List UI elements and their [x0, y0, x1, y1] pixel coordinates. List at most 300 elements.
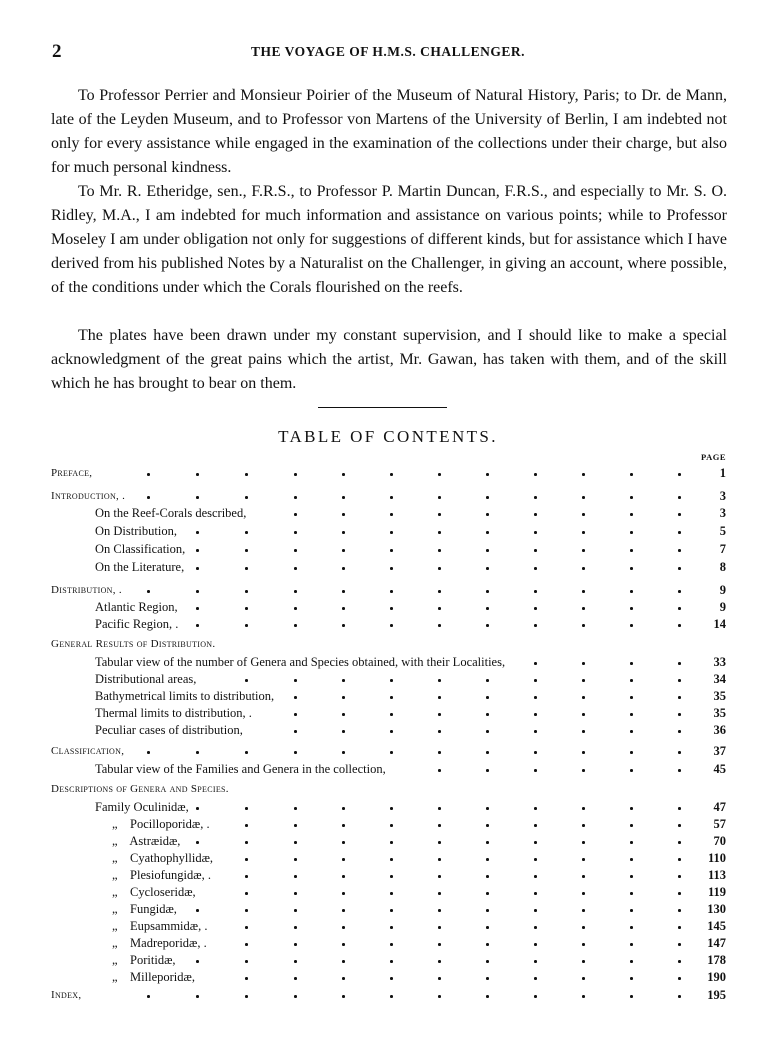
leader-dot	[342, 824, 345, 827]
leader-dot	[534, 513, 537, 516]
toc-entry-page: 130	[707, 902, 726, 916]
toc-entry-text: Atlantic Region,	[95, 600, 178, 614]
leader-dot	[390, 943, 393, 946]
toc-entry-text: Classification,	[51, 745, 125, 757]
leader-dot	[342, 751, 345, 754]
toc-entry-atlantic-region	[0, 598, 776, 616]
leader-dot	[438, 858, 441, 861]
toc-entry-text: Preface,	[51, 467, 93, 479]
leader-dot	[582, 995, 585, 998]
leader-dot	[245, 943, 248, 946]
leader-dot	[342, 892, 345, 895]
leader-dot	[390, 590, 393, 593]
leader-dot	[678, 473, 681, 476]
toc-leader-dots	[0, 883, 776, 901]
leader-dot	[342, 531, 345, 534]
toc-entry-page: 3	[719, 489, 726, 503]
toc-entry-text: Descriptions of Genera and Species.	[51, 783, 229, 795]
leader-dot	[294, 513, 297, 516]
leader-dot	[342, 473, 345, 476]
leader-dot	[147, 995, 150, 998]
paragraph-acknowledgment-paris: To Professor Perrier and Monsieur Poirier of the Museum of Natural History, Paris; to Dr. de Mann, late of the Leyden Museum, and to Professor von Martens of the University of Berlin, I am indebted not only for every assistance while engaged in the examination of the collections under their charge, but also for much personal kindness.	[51, 87, 727, 176]
leader-dot	[147, 590, 150, 593]
leader-dot	[438, 624, 441, 627]
leader-dot	[486, 875, 489, 878]
toc-entry-cyathophyllidae	[0, 849, 776, 867]
leader-dot	[486, 892, 489, 895]
leader-dot	[630, 607, 633, 610]
leader-dot	[196, 567, 199, 570]
leader-dot	[678, 730, 681, 733]
toc-entry-text: Tabular view of the number of Genera and Species obtained, with their Localities,	[95, 655, 506, 669]
leader-dot	[390, 824, 393, 827]
leader-dot	[342, 995, 345, 998]
toc-entry-text: „ Poritidæ,	[112, 953, 176, 967]
toc-entry-fungidae	[0, 900, 776, 918]
leader-dot	[534, 875, 537, 878]
toc-entry-text: Index,	[51, 989, 82, 1001]
section-rule	[318, 407, 447, 408]
toc-leader-dots	[0, 653, 776, 671]
toc-entry-text: General Results of Distribution.	[51, 638, 216, 650]
leader-dot	[196, 590, 199, 593]
toc-entry-page: 34	[713, 672, 726, 686]
leader-dot	[438, 977, 441, 980]
leader-dot	[438, 549, 441, 552]
leader-dot	[438, 943, 441, 946]
leader-dot	[342, 713, 345, 716]
leader-dot	[534, 926, 537, 929]
leader-dot	[582, 892, 585, 895]
toc-heading-descriptions	[0, 780, 776, 798]
leader-dot	[534, 590, 537, 593]
leader-dot	[294, 590, 297, 593]
leader-dot	[294, 807, 297, 810]
toc-entry-page: 57	[713, 817, 726, 831]
leader-dot	[534, 496, 537, 499]
leader-dot	[342, 567, 345, 570]
leader-dot	[342, 909, 345, 912]
leader-dot	[438, 679, 441, 682]
toc-page-label: PAGE	[701, 452, 726, 462]
leader-dot	[678, 662, 681, 665]
leader-dot	[582, 496, 585, 499]
leader-dot	[678, 713, 681, 716]
leader-dot	[630, 943, 633, 946]
leader-dot	[294, 943, 297, 946]
leader-dot	[534, 730, 537, 733]
leader-dot	[294, 549, 297, 552]
leader-dot	[390, 513, 393, 516]
leader-dot	[438, 730, 441, 733]
leader-dot	[390, 713, 393, 716]
leader-dot	[390, 892, 393, 895]
toc-entry-page: 9	[719, 600, 726, 614]
toc-entry-page: 5	[719, 524, 726, 538]
leader-dot	[630, 730, 633, 733]
leader-dot	[678, 875, 681, 878]
leader-dot	[196, 624, 199, 627]
leader-dot	[486, 807, 489, 810]
leader-dot	[390, 995, 393, 998]
leader-dot	[438, 496, 441, 499]
leader-dot	[486, 624, 489, 627]
leader-dot	[438, 807, 441, 810]
leader-dot	[630, 713, 633, 716]
leader-dot	[678, 624, 681, 627]
toc-entry-text: Peculiar cases of distribution,	[95, 723, 243, 737]
leader-dot	[245, 607, 248, 610]
toc-entry-text: „ Cycloseridæ,	[112, 885, 196, 899]
leader-dot	[245, 960, 248, 963]
leader-dot	[245, 875, 248, 878]
toc-entry-pocilloporidae	[0, 815, 776, 833]
leader-dot	[582, 730, 585, 733]
toc-entry-madreporidae	[0, 934, 776, 952]
leader-dot	[342, 875, 345, 878]
toc-entry-text: On the Reef-Corals described,	[95, 506, 247, 520]
toc-entry-index	[0, 986, 776, 1004]
leader-dot	[534, 995, 537, 998]
leader-dot	[582, 751, 585, 754]
leader-dot	[245, 567, 248, 570]
leader-dot	[582, 943, 585, 946]
leader-dot	[390, 549, 393, 552]
leader-dot	[486, 841, 489, 844]
leader-dot	[678, 960, 681, 963]
leader-dot	[582, 960, 585, 963]
page-number: 2	[52, 41, 62, 62]
leader-dot	[534, 769, 537, 772]
toc-leader-dots	[0, 968, 776, 986]
leader-dot	[582, 858, 585, 861]
toc-entry-text: Family Oculinidæ,	[95, 800, 189, 814]
leader-dot	[294, 977, 297, 980]
leader-dot	[245, 977, 248, 980]
leader-dot	[678, 607, 681, 610]
leader-dot	[486, 769, 489, 772]
leader-dot	[486, 858, 489, 861]
leader-dot	[342, 607, 345, 610]
leader-dot	[534, 473, 537, 476]
leader-dot	[294, 496, 297, 499]
leader-dot	[438, 590, 441, 593]
leader-dot	[342, 943, 345, 946]
leader-dot	[390, 531, 393, 534]
leader-dot	[196, 807, 199, 810]
leader-dot	[390, 751, 393, 754]
leader-dot	[630, 960, 633, 963]
leader-dot	[534, 909, 537, 912]
leader-dot	[342, 926, 345, 929]
leader-dot	[390, 807, 393, 810]
toc-entry-text: „ Eupsammidæ, .	[112, 919, 208, 933]
leader-dot	[438, 841, 441, 844]
leader-dot	[147, 751, 150, 754]
leader-dot	[245, 807, 248, 810]
leader-dot	[147, 473, 150, 476]
leader-dot	[678, 858, 681, 861]
leader-dot	[294, 696, 297, 699]
leader-dot	[534, 624, 537, 627]
toc-entry-text: Bathymetrical limits to distribution,	[95, 689, 275, 703]
leader-dot	[438, 751, 441, 754]
leader-dot	[390, 730, 393, 733]
leader-dot	[582, 679, 585, 682]
toc-entry-preface	[0, 464, 776, 482]
leader-dot	[678, 909, 681, 912]
toc-entry-eupsammidae	[0, 917, 776, 935]
toc-entry-text: On Classification,	[95, 542, 186, 556]
leader-dot	[486, 496, 489, 499]
toc-entry-text: „ Plesiofungidæ, .	[112, 868, 211, 882]
leader-dot	[582, 567, 585, 570]
leader-dot	[582, 824, 585, 827]
leader-dot	[294, 926, 297, 929]
leader-dot	[294, 624, 297, 627]
leader-dot	[196, 751, 199, 754]
toc-entry-page: 33	[713, 655, 726, 669]
leader-dot	[534, 943, 537, 946]
toc-heading-general-results	[0, 635, 776, 653]
leader-dot	[678, 841, 681, 844]
toc-entry-distribution	[0, 581, 776, 599]
toc-entry-text: Introduction, .	[51, 490, 126, 502]
toc-entry-page: 145	[707, 919, 726, 933]
leader-dot	[245, 549, 248, 552]
leader-dot	[582, 875, 585, 878]
leader-dot	[582, 473, 585, 476]
leader-dot	[678, 513, 681, 516]
toc-leader-dots	[0, 934, 776, 952]
leader-dot	[486, 730, 489, 733]
leader-dot	[438, 995, 441, 998]
leader-dot	[294, 531, 297, 534]
toc-leader-dots	[0, 522, 776, 540]
toc-entry-text: On Distribution,	[95, 524, 177, 538]
toc-entry-page: 147	[707, 936, 726, 950]
toc-entry-poritidae	[0, 951, 776, 969]
toc-entry-text: „ Milleporidæ,	[112, 970, 195, 984]
leader-dot	[196, 909, 199, 912]
toc-entry-page: 35	[713, 689, 726, 703]
leader-dot	[294, 751, 297, 754]
toc-entry-page: 3	[719, 506, 726, 520]
leader-dot	[630, 473, 633, 476]
leader-dot	[245, 858, 248, 861]
toc-entry-on-distribution	[0, 522, 776, 540]
toc-leader-dots	[0, 721, 776, 739]
running-title: THE VOYAGE OF H.M.S. CHALLENGER.	[250, 44, 526, 59]
toc-entry-tabular-families-genera	[0, 760, 776, 778]
paragraph-acknowledgment-etheridge: To Mr. R. Etheridge, sen., F.R.S., to Professor P. Martin Duncan, F.R.S., and especially to Mr. S. O. Ridley, M.A., I am indebted for much information and assistance on various points; while to Professor Moseley I am under obligation not only for suggestions of different kinds, but for assistance which I have derived from his published Notes by a Naturalist on the Challenger, in giving an account, where possible, of the conditions under which the Corals flourished on the reefs.	[51, 183, 728, 296]
leader-dot	[196, 549, 199, 552]
leader-dot	[534, 858, 537, 861]
leader-dot	[486, 679, 489, 682]
leader-dot	[390, 926, 393, 929]
leader-dot	[390, 567, 393, 570]
toc-entry-bathymetrical-limits	[0, 687, 776, 705]
toc-entry-page: 9	[719, 583, 726, 597]
toc-entry-text: „ Astræidæ,	[112, 834, 181, 848]
toc-entry-thermal-limits	[0, 704, 776, 722]
toc-leader-dots	[0, 540, 776, 558]
leader-dot	[438, 769, 441, 772]
toc-leader-dots	[0, 742, 776, 760]
toc-entry-page: 8	[719, 560, 726, 574]
toc-leader-dots	[0, 951, 776, 969]
leader-dot	[582, 590, 585, 593]
leader-dot	[486, 696, 489, 699]
toc-entry-text: Tabular view of the Families and Genera in the collection,	[95, 762, 386, 776]
toc-leader-dots	[0, 670, 776, 688]
leader-dot	[342, 513, 345, 516]
leader-dot	[630, 549, 633, 552]
toc-leader-dots	[0, 487, 776, 505]
toc-leader-dots	[0, 598, 776, 616]
toc-entry-pacific-region	[0, 615, 776, 633]
toc-entry-introduction	[0, 487, 776, 505]
leader-dot	[438, 567, 441, 570]
toc-entry-on-literature	[0, 558, 776, 576]
toc-entry-text: „ Pocilloporidæ, .	[112, 817, 210, 831]
leader-dot	[630, 679, 633, 682]
leader-dot	[342, 679, 345, 682]
leader-dot	[196, 531, 199, 534]
toc-entry-oculinidae	[0, 798, 776, 816]
leader-dot	[294, 960, 297, 963]
leader-dot	[390, 696, 393, 699]
toc-entry-page: 35	[713, 706, 726, 720]
leader-dot	[245, 473, 248, 476]
leader-dot	[486, 549, 489, 552]
toc-entry-distributional-areas	[0, 670, 776, 688]
leader-dot	[438, 607, 441, 610]
leader-dot	[390, 875, 393, 878]
toc-entry-page: 110	[707, 851, 726, 865]
toc-entry-text: Distributional areas,	[95, 672, 197, 686]
leader-dot	[534, 549, 537, 552]
leader-dot	[245, 841, 248, 844]
leader-dot	[390, 607, 393, 610]
leader-dot	[294, 841, 297, 844]
leader-dot	[342, 549, 345, 552]
toc-leader-dots	[0, 832, 776, 850]
leader-dot	[390, 841, 393, 844]
leader-dot	[534, 531, 537, 534]
leader-dot	[582, 909, 585, 912]
toc-leader-dots	[0, 986, 776, 1004]
leader-dot	[342, 841, 345, 844]
leader-dot	[390, 624, 393, 627]
leader-dot	[196, 607, 199, 610]
toc-title: TABLE OF CONTENTS.	[278, 427, 498, 446]
leader-dot	[486, 995, 489, 998]
leader-dot	[630, 624, 633, 627]
leader-dot	[390, 496, 393, 499]
leader-dot	[438, 909, 441, 912]
leader-dot	[630, 590, 633, 593]
leader-dot	[582, 926, 585, 929]
toc-leader-dots	[0, 464, 776, 482]
leader-dot	[294, 824, 297, 827]
leader-dot	[486, 909, 489, 912]
leader-dot	[630, 496, 633, 499]
leader-dot	[534, 960, 537, 963]
leader-dot	[245, 824, 248, 827]
leader-dot	[534, 824, 537, 827]
toc-entry-page: 7	[719, 542, 726, 556]
leader-dot	[486, 713, 489, 716]
leader-dot	[245, 751, 248, 754]
toc-entry-page: 1	[719, 466, 726, 480]
leader-dot	[294, 473, 297, 476]
leader-dot	[486, 607, 489, 610]
leader-dot	[630, 807, 633, 810]
leader-dot	[534, 679, 537, 682]
leader-dot	[486, 567, 489, 570]
leader-dot	[438, 531, 441, 534]
leader-dot	[342, 696, 345, 699]
leader-dot	[582, 713, 585, 716]
toc-entry-tabular-genera-species	[0, 653, 776, 671]
leader-dot	[582, 977, 585, 980]
leader-dot	[486, 590, 489, 593]
toc-leader-dots	[0, 704, 776, 722]
leader-dot	[245, 496, 248, 499]
leader-dot	[582, 696, 585, 699]
leader-dot	[342, 590, 345, 593]
leader-dot	[438, 926, 441, 929]
leader-dot	[390, 858, 393, 861]
toc-entry-page: 190	[707, 970, 726, 984]
leader-dot	[486, 926, 489, 929]
leader-dot	[438, 696, 441, 699]
leader-dot	[630, 824, 633, 827]
toc-entry-page: 47	[713, 800, 726, 814]
leader-dot	[678, 590, 681, 593]
leader-dot	[678, 824, 681, 827]
leader-dot	[196, 995, 199, 998]
leader-dot	[534, 807, 537, 810]
leader-dot	[342, 858, 345, 861]
toc-leader-dots	[0, 849, 776, 867]
leader-dot	[582, 624, 585, 627]
leader-dot	[245, 590, 248, 593]
leader-dot	[678, 995, 681, 998]
toc-leader-dots	[0, 504, 776, 522]
leader-dot	[486, 473, 489, 476]
leader-dot	[294, 995, 297, 998]
leader-dot	[196, 496, 199, 499]
leader-dot	[438, 713, 441, 716]
toc-entry-page: 14	[713, 617, 726, 631]
leader-dot	[534, 977, 537, 980]
leader-dot	[678, 807, 681, 810]
leader-dot	[294, 909, 297, 912]
toc-leader-dots	[0, 760, 776, 778]
toc-leader-dots	[0, 900, 776, 918]
leader-dot	[486, 824, 489, 827]
leader-dot	[582, 841, 585, 844]
leader-dot	[438, 875, 441, 878]
leader-dot	[390, 473, 393, 476]
toc-entry-page: 119	[707, 885, 726, 899]
leader-dot	[630, 769, 633, 772]
leader-dot	[486, 751, 489, 754]
leader-dot	[678, 751, 681, 754]
leader-dot	[390, 977, 393, 980]
